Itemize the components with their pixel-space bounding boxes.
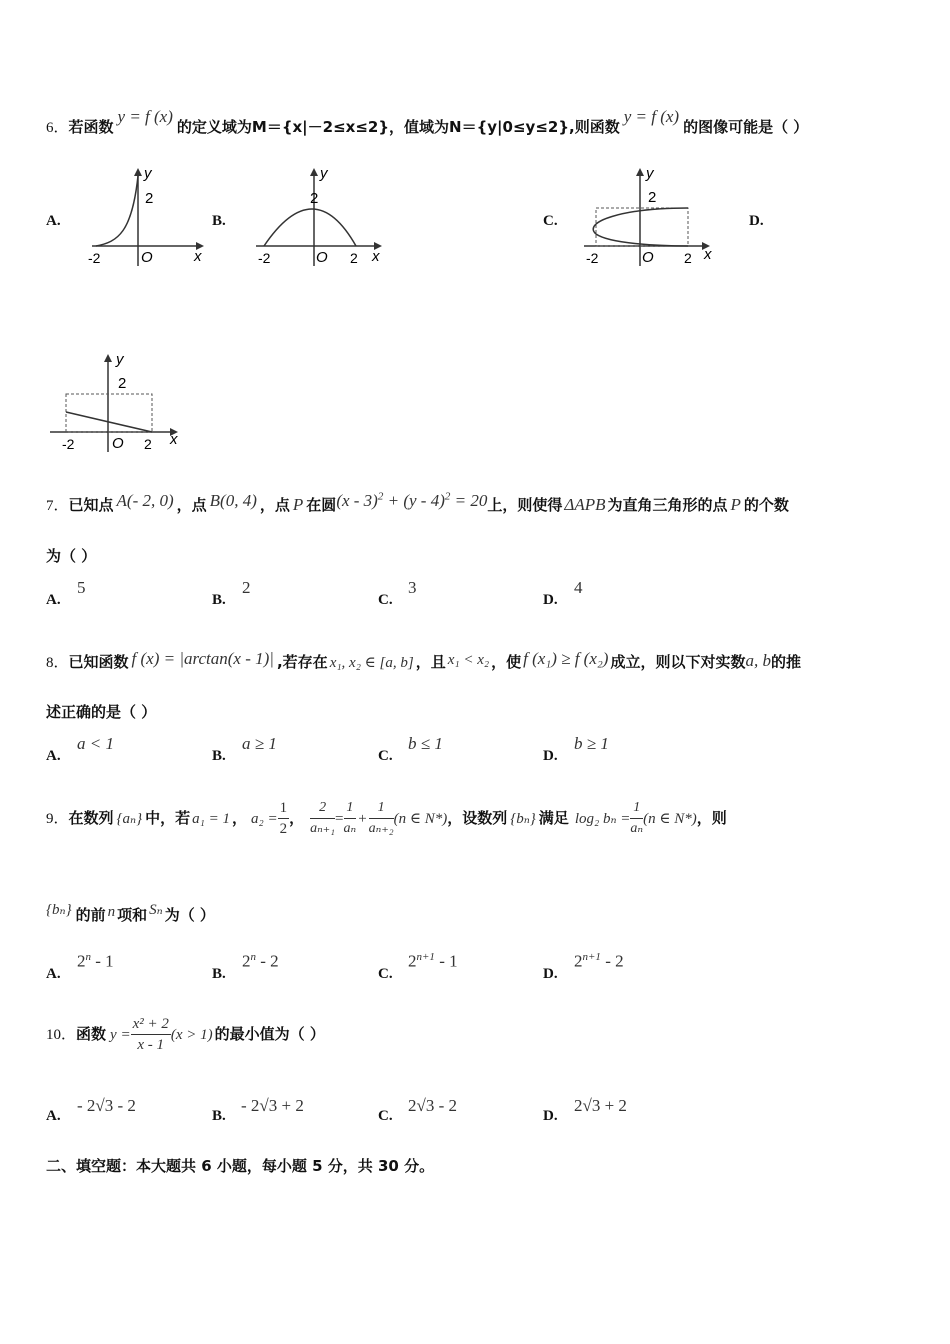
q8-option-a-value: a < 1 <box>77 734 114 753</box>
q8-condition-1: x₁, x₂ ∈ [a, b] <box>329 655 414 671</box>
q9-line1: 9．在数列 {aₙ} 中，若 a₁ = 1 ， a₂ = $\frac{1}{2}$ ， $\frac{2}{\text{aₙ₊₁}}$ = $\frac{1}{\text{aₙ}}$ + $\frac{1}{\text{aₙ₊₂}}$ (n ∈ N*)，设数列 {bₙ} 满足 log₂ bₙ = $\frac{1}{\text{aₙ}}$ (n ∈ N*)，则 <box>46 800 727 837</box>
q7-option-a-label[interactable]: A. <box>46 592 61 608</box>
q9-sn: Sₙ <box>149 902 163 918</box>
q6-domain: M＝{x|－2≤x≤2} <box>251 118 390 136</box>
q10-option-a-label[interactable]: A. <box>46 1108 61 1124</box>
q7-point-a: A(- 2, 0) <box>116 491 174 510</box>
q10-text-1: 函数 <box>76 1025 107 1043</box>
q8-condition-2: x₁ < x₂ <box>447 652 490 668</box>
q9-log: log₂ bₙ = <box>574 811 631 827</box>
q8-ab: a, b <box>745 651 771 670</box>
q9-option-c-value: $2^{n+1} - 1$ <box>408 951 458 971</box>
q7-point-p: P <box>292 495 304 514</box>
q8-option-d-label[interactable]: D. <box>543 748 558 764</box>
q6a-x-label: x <box>194 248 202 265</box>
q9-recurrence-r1: $\frac{1}{\text{aₙ}}$ <box>343 800 357 836</box>
q6c-x-label: x <box>704 246 712 263</box>
q7-option-b-value: 2 <box>242 578 251 597</box>
q9-text-1: 在数列 <box>68 809 114 827</box>
q8-option-b-label[interactable]: B. <box>212 748 226 764</box>
section-2-heading: 二、填空题：本大题共 6 小题，每小题 5 分，共 30 分。 <box>46 1157 435 1175</box>
q10-line1 <box>46 1012 325 1057</box>
q7-circle-equation: (x - 3)$^2$ + (y - 4)$^2$ = 20 <box>336 490 488 510</box>
q9-text-3: ，设数列 <box>447 809 508 827</box>
q7-text-1: 已知点 <box>68 496 114 514</box>
q6-text-1: 若函数 <box>68 118 114 136</box>
q7-option-b-label[interactable]: B. <box>212 592 226 608</box>
q6c-y-label: y <box>646 165 654 182</box>
q9-option-c-label[interactable]: C. <box>378 966 393 982</box>
q10-option-b-label[interactable]: B. <box>212 1108 226 1124</box>
q9-option-d-label[interactable]: D. <box>543 966 558 982</box>
q9-seq-b-2: {bₙ} <box>46 902 72 918</box>
q6-text-3: ，值域为 <box>389 118 450 136</box>
q6-range: N＝{y|0≤y≤2} <box>449 118 570 136</box>
q6-function-2: y = f (x) <box>623 107 680 126</box>
q7-option-d-label[interactable]: D. <box>543 592 558 608</box>
q9-number: 9． <box>46 811 69 827</box>
q7-option-c-label[interactable]: C. <box>378 592 393 608</box>
q8-option-c-label[interactable]: C. <box>378 748 393 764</box>
q9-text-7: 项和 <box>117 906 148 924</box>
q6-number: 6． <box>46 120 69 136</box>
q7-text-2: ，点 <box>176 496 207 514</box>
q10-option-a-value: - 2√3 - 2 <box>77 1096 136 1115</box>
q7-line2: 为（ ） <box>46 547 97 565</box>
q8-text-3: ，且 <box>415 653 446 671</box>
q9-log-condition: (n ∈ N*) <box>643 811 697 827</box>
q6-graph-d <box>48 350 188 456</box>
q7-text-7: 的个数 <box>743 496 789 514</box>
q6c-tick-2: 2 <box>648 189 657 206</box>
q7-option-a-value: 5 <box>77 578 86 597</box>
q7-point-p-2: P <box>730 495 741 514</box>
q8-option-a-label[interactable]: A. <box>46 748 61 764</box>
q7-text-4: 在圆 <box>306 496 337 514</box>
q10-text-2: 的最小值为（ ） <box>214 1025 325 1043</box>
q9-option-d-value: $2^{n+1} - 2$ <box>574 951 624 971</box>
q9-n: n <box>107 904 116 920</box>
q9-text-5: ，则 <box>696 809 727 827</box>
q6-function: y = f (x) <box>117 107 173 126</box>
q7-point-b: B(0, 4) <box>209 491 257 510</box>
q9-half: $\frac{1}{2}$ <box>279 800 288 837</box>
q6a-tick-neg2: -2 <box>88 250 101 266</box>
q9-recurrence-r2: $\frac{1}{\text{aₙ₊₂}}$ <box>368 800 394 836</box>
q7-triangle: ΔAPB <box>564 495 606 514</box>
q6-text-4: ,则函数 <box>569 118 620 136</box>
q6b-tick-2: 2 <box>310 190 319 207</box>
q8-text-4: ，使 <box>491 653 522 671</box>
q6d-origin: O <box>112 435 124 452</box>
q6a-y-label: y <box>144 165 152 182</box>
q8-line1 <box>46 651 801 672</box>
q9-option-b-label[interactable]: B. <box>212 966 226 982</box>
q6c-origin: O <box>642 249 654 266</box>
q6d-tick-neg2: -2 <box>62 436 75 452</box>
q6a-origin: O <box>141 249 153 266</box>
q9-a1: a₁ = 1 <box>192 811 230 827</box>
q6-option-a-label[interactable]: A. <box>46 213 61 229</box>
q6-text-5: 的图像可能是（ ） <box>683 118 809 136</box>
q7-text-6: 为直角三角形的点 <box>607 496 728 514</box>
q6d-tick-2: 2 <box>118 375 127 392</box>
q8-condition-3: f (x₁) ≥ f (x₂) <box>523 649 609 668</box>
q7-option-c-value: 3 <box>408 578 417 597</box>
q8-option-b-value: a ≥ 1 <box>242 734 277 753</box>
q8-text-1: 已知函数 <box>68 653 129 671</box>
q7-text-5: 上，则使得 <box>487 496 563 514</box>
q9-a2: a₂ = <box>250 811 278 827</box>
q9-line2 <box>46 904 215 925</box>
q8-function: f (x) = |arctan(x - 1)| <box>131 649 274 668</box>
q6-option-b-label[interactable]: B. <box>212 213 226 229</box>
q6-graph-c <box>582 162 718 270</box>
q6c-tick-pos2: 2 <box>684 250 692 266</box>
q8-text-2: ,若存在 <box>276 653 328 671</box>
q10-number: 10． <box>46 1027 77 1043</box>
q6b-y-label: y <box>320 165 328 182</box>
q7-option-d-value: 4 <box>574 578 583 597</box>
q10-option-c-label[interactable]: C. <box>378 1108 393 1124</box>
q6c-tick-neg2: -2 <box>586 250 599 266</box>
q6d-tick-pos2: 2 <box>144 436 152 452</box>
q10-option-c-value: 2√3 - 2 <box>408 1096 457 1115</box>
q6-line1 <box>46 107 809 137</box>
q9-seq-b: {bₙ} <box>510 811 536 827</box>
q6a-tick-2: 2 <box>145 190 154 207</box>
q9-text-2: 中，若 <box>145 809 191 827</box>
q10-y: y = <box>110 1027 131 1043</box>
q9-log-frac: $\frac{1}{\text{aₙ}}$ <box>630 800 644 836</box>
q8-option-c-value: b ≤ 1 <box>408 734 443 753</box>
q9-recurrence-condition: (n ∈ N*) <box>393 811 448 827</box>
q8-number: 8． <box>46 655 69 671</box>
q9-option-b-value: 2$^n$ - 2 <box>242 951 279 971</box>
q6-option-c-label[interactable]: C. <box>543 213 558 229</box>
q6d-x-label: x <box>170 431 178 448</box>
q9-text-8: 为（ ） <box>164 906 215 924</box>
q9-text-4: 满足 <box>538 809 569 827</box>
q6-graph-b <box>254 162 390 270</box>
q7-line1 <box>46 490 789 515</box>
q10-option-d-value: 2√3 + 2 <box>574 1096 627 1115</box>
q9-text-6: 的前 <box>75 906 106 924</box>
q8-text-6: 的推 <box>770 653 801 671</box>
q10-condition: (x > 1) <box>170 1027 213 1043</box>
q8-option-d-value: b ≥ 1 <box>574 734 609 753</box>
q8-text-5: 成立，则以下对实数 <box>610 653 746 671</box>
q7-text-3: ，点 <box>259 496 290 514</box>
q9-option-a-label[interactable]: A. <box>46 966 61 982</box>
q6b-tick-neg2: -2 <box>258 250 271 266</box>
q10-option-d-label[interactable]: D. <box>543 1108 558 1124</box>
q6-option-d-label[interactable]: D. <box>749 213 764 229</box>
q6b-tick-pos2: 2 <box>350 250 358 266</box>
q6-text-2: 的定义域为 <box>176 118 252 136</box>
q6-graph-a <box>88 162 208 270</box>
q6d-y-label: y <box>116 351 124 368</box>
q9-recurrence-lhs: $\frac{2}{\text{aₙ₊₁}}$ <box>310 800 336 836</box>
q10-option-b-value: - 2√3 + 2 <box>241 1096 304 1115</box>
q10-fraction: $\frac{\text{x² + 2}}{x - 1}$ <box>132 1016 169 1053</box>
q9-option-a-value: 2$^n$ - 1 <box>77 951 114 971</box>
q7-number: 7． <box>46 498 69 514</box>
q8-line2: 述正确的是（ ） <box>46 703 157 721</box>
q6b-x-label: x <box>372 248 380 265</box>
q9-seq-a: {aₙ} <box>116 811 143 827</box>
q6b-origin: O <box>316 249 328 266</box>
